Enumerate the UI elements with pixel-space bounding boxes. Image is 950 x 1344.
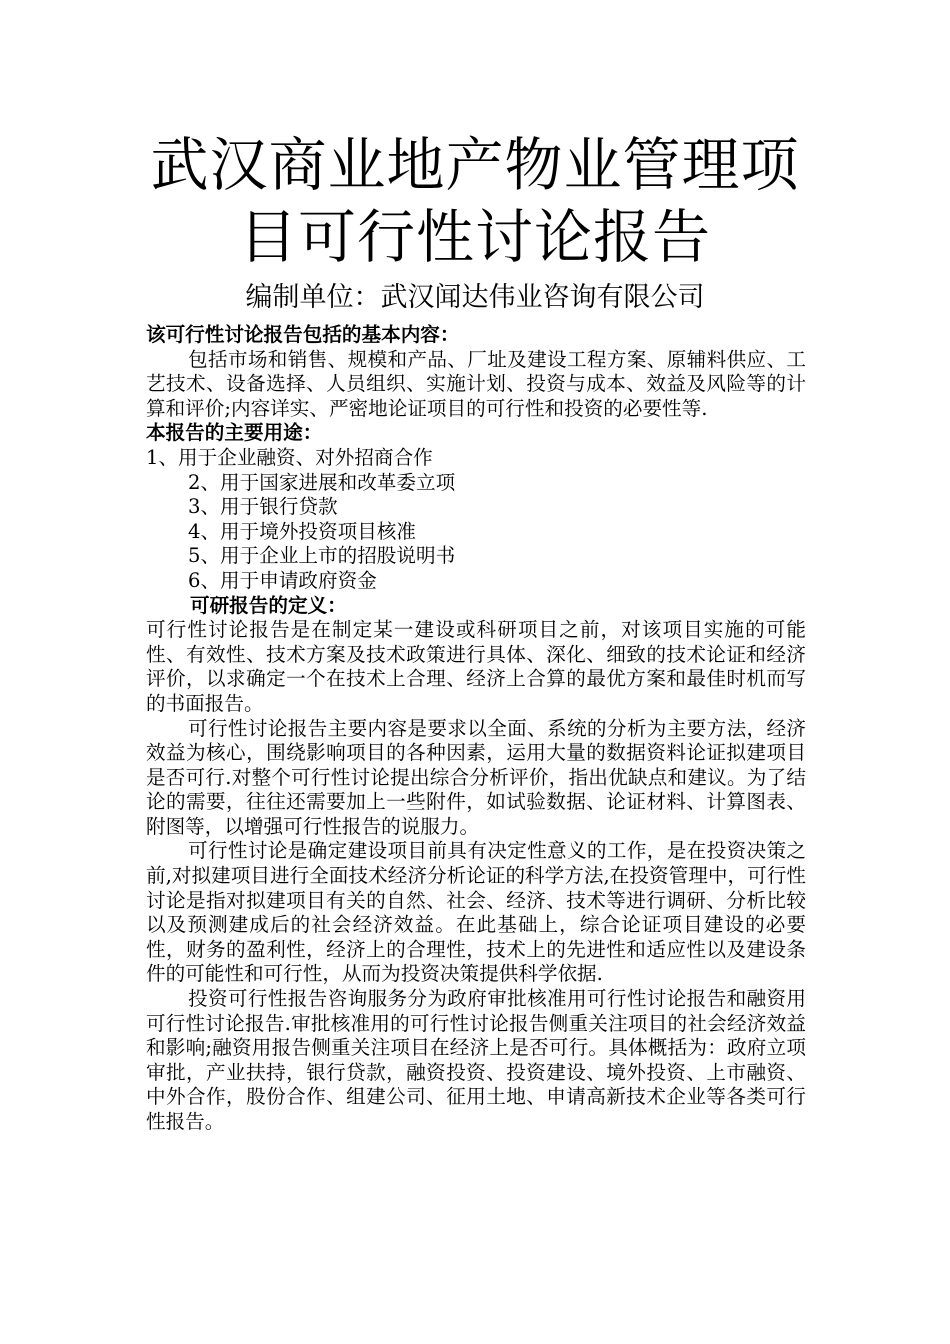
use-item: 4、用于境外投资项目核准	[188, 519, 416, 543]
contents-paragraph: 包括市场和销售、规模和产品、厂址及建设工程方案、原辅料供应、工艺技术、设备选择、人员组织、实施计划、投资与成本、效益及风险等的计算和评价;内容详实、严密地论证项目的可行性和投资的必要性等.	[146, 347, 806, 420]
contents-heading: 该可行性讨论报告包括的基本内容：	[146, 323, 460, 346]
use-item: 3、用于银行贷款	[188, 495, 338, 519]
document-title-line-1: 武汉商业地产物业管理项	[150, 131, 800, 199]
uses-heading: 本报告的主要用途：	[146, 421, 323, 445]
definition-heading: 可研报告的定义：	[190, 593, 347, 617]
organization-line: 编制单位：武汉闻达伟业咨询有限公司	[245, 282, 705, 313]
definition-paragraph: 可行性讨论是确定建设项目前具有决定性意义的工作，是在投资决策之前,对拟建项目进行全面技术经济分析论证的科学方法,在投资管理中，可行性讨论是指对拟建项目有关的自然、社会、经济、技术等进行调研、分析比较以及预测建成后的社会经济效益。在此基础上，综合论证项目建设的必要性，财务的盈利性，经济上的合理性，技术上的先进性和适应性以及建设条件的可能性和可行性，从而为投资决策提供科学依据.	[146, 839, 806, 986]
use-item: 5、用于企业上市的招股说明书	[188, 544, 456, 568]
use-item: 6、用于申请政府资金	[188, 568, 377, 592]
use-item: 1、用于企业融资、对外招商合作	[146, 445, 433, 469]
definition-paragraph: 可行性讨论报告是在制定某一建设或科研项目之前，对该项目实施的可能性、有效性、技术方案及技术政策进行具体、深化、细致的技术论证和经济评价，以求确定一个在技术上合理、经济上合算的最优方案和最佳时机而写的书面报告。	[146, 618, 806, 715]
document-body	[146, 323, 806, 1135]
definition-paragraph: 投资可行性报告咨询服务分为政府审批核准用可行性讨论报告和融资用可行性讨论报告.审批核准用的可行性讨论报告侧重关注项目的社会经济效益和影响;融资用报告侧重关注项目在经济上是否可行。具体概括为：政府立项审批，产业扶持，银行贷款，融资投资、投资建设、境外投资、上市融资、中外合作，股份合作、组建公司、征用土地、申请高新技术企业等各类可行性报告。	[146, 987, 806, 1133]
definition-paragraph: 可行性讨论报告主要内容是要求以全面、系统的分析为主要方法，经济效益为核心，围绕影响项目的各种因素，运用大量的数据资料论证拟建项目是否可行.对整个可行性讨论提出综合分析评价，指出优缺点和建议。为了结论的需要，往往还需要加上一些附件，如试验数据、论证材料、计算图表、附图等，以增强可行性报告的说服力。	[146, 716, 806, 838]
use-item: 2、用于国家进展和改革委立项	[188, 470, 456, 494]
uses-list	[146, 446, 806, 594]
document-title-line-2: 目可行性讨论报告	[238, 203, 711, 271]
